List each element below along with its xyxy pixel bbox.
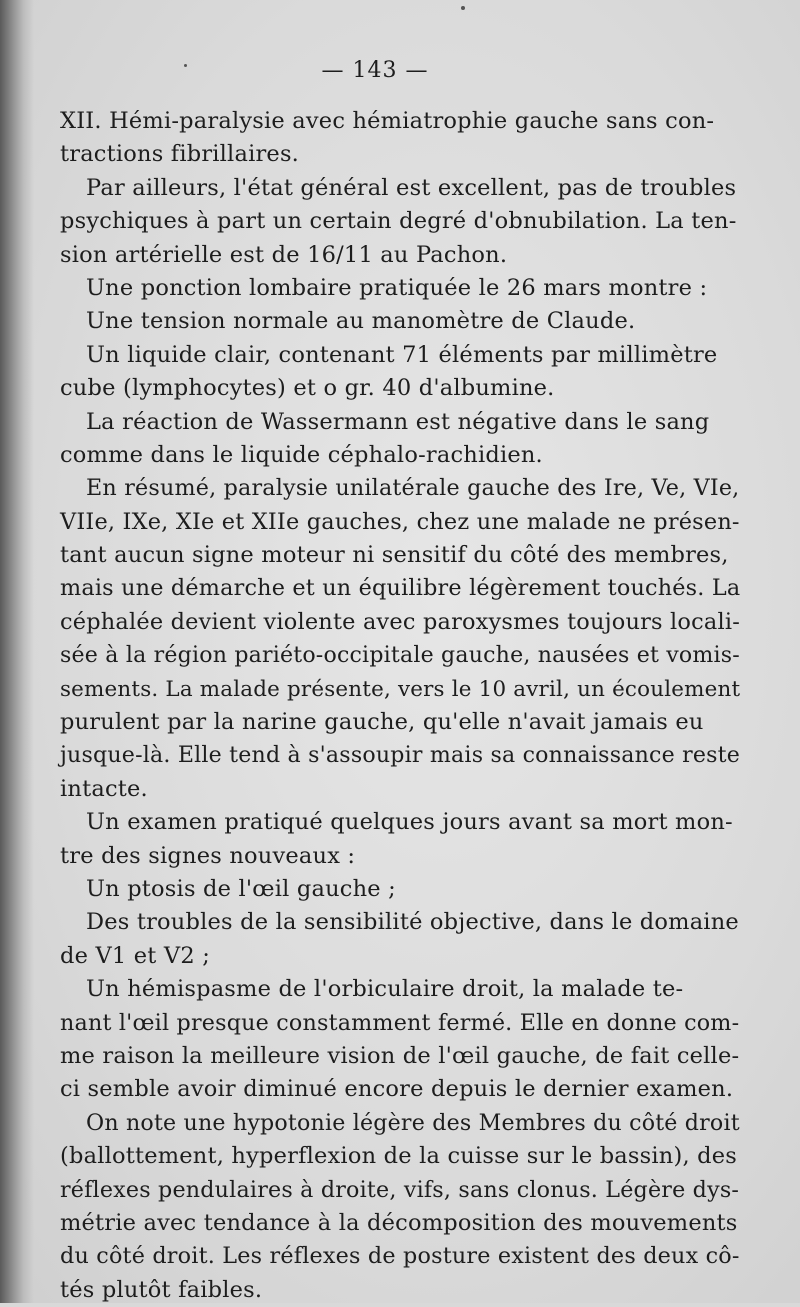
text-line: tractions fibrillaires. — [60, 141, 300, 168]
body-text — [60, 105, 740, 1307]
ink-speck — [461, 6, 465, 10]
text-line: La réaction de Wassermann est négative dans le sang — [86, 408, 710, 435]
text-line: ci semble avoir diminué encore depuis le dernier examen. — [60, 1076, 734, 1103]
text-line: sée à la région pariéto-occipitale gauche, nausées et vomis- — [60, 643, 740, 669]
text-line: XII. Hémi-paralysie avec hémiatrophie gauche sans con- — [60, 108, 715, 134]
text-line: psychiques à part un certain degré d'obnubilation. La ten- — [60, 208, 737, 235]
text-line: du côté droit. Les réflexes de posture existent des deux cô- — [60, 1243, 740, 1270]
text-line: Une ponction lombaire pratiquée le 26 mars montre : — [86, 274, 708, 301]
text-line: mais une démarche et un équilibre légèrement touchés. La — [60, 575, 741, 602]
text-line: intacte. — [60, 775, 148, 802]
text-line: Des troubles de la sensibilité objective, dans le domaine — [86, 909, 739, 936]
text-line: jusque-là. Elle tend à s'assoupir mais sa connaissance reste — [60, 742, 741, 769]
text-line: métrie avec tendance à la décomposition des mouvements — [60, 1209, 738, 1236]
text-line: Une tension normale au manomètre de Claude. — [86, 308, 636, 335]
text-line: réflexes pendulaires à droite, vifs, sans clonus. Légère dys- — [60, 1176, 740, 1203]
binding-shadow — [0, 0, 34, 1303]
text-line: tés plutôt faibles. — [60, 1276, 263, 1303]
text-line: Un examen pratiqué quelques jours avant sa mort mon- — [86, 809, 733, 836]
text-line: me raison la meilleure vision de l'œil gauche, de fait celle- — [60, 1042, 740, 1069]
text-line: cube (lymphocytes) et o gr. 40 d'albumine. — [60, 375, 555, 402]
text-line: Un ptosis de l'œil gauche ; — [86, 875, 396, 902]
text-line: céphalée devient violente avec paroxysmes toujours locali- — [60, 608, 740, 635]
text-line: comme dans le liquide céphalo-rachidien. — [60, 441, 543, 468]
text-line: On note une hypotonie légère des Membres du côté droit — [86, 1109, 740, 1136]
text-line: Par ailleurs, l'état général est excellent, pas de troubles — [86, 174, 737, 201]
page-number: — 143 — — [321, 58, 429, 83]
text-line: En résumé, paralysie unilatérale gauche des Ire, Ve, VIe, — [86, 475, 740, 502]
text-line: sion artérielle est de 16/11 au Pachon. — [60, 241, 508, 268]
text-line: purulent par la narine gauche, qu'elle n'avait jamais eu — [60, 709, 704, 736]
text-line: tre des signes nouveaux : — [60, 842, 356, 869]
text-line: Un liquide clair, contenant 71 éléments par millimètre — [86, 341, 718, 368]
text-line: (ballottement, hyperflexion de la cuisse sur le bassin), des — [60, 1143, 738, 1170]
text-line: Un hémispasme de l'orbiculaire droit, la malade te- — [86, 976, 684, 1003]
text-line: de V1 et V2 ; — [60, 942, 210, 969]
text-line: nant l'œil presque constamment fermé. Elle en donne com- — [60, 1009, 740, 1036]
text-line: tant aucun signe moteur ni sensitif du côté des membres, — [60, 542, 729, 569]
text-line: sements. La malade présente, vers le 10 avril, un écoulement — [60, 676, 741, 702]
text-line: VIIe, IXe, XIe et XIIe gauches, chez une malade ne présen- — [60, 508, 740, 535]
